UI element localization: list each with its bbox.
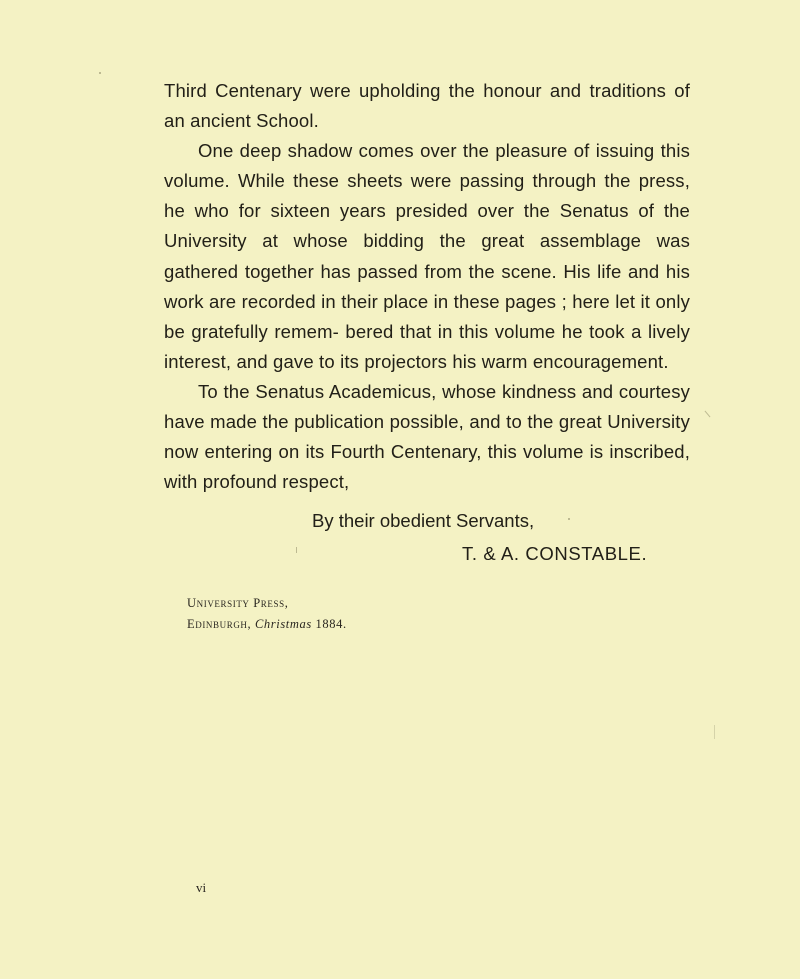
page-number: vi <box>196 880 207 895</box>
signature: T. & A. CONSTABLE. <box>462 543 648 564</box>
paragraph-2: One deep shadow comes over the pleasure of issuing this volume. While these sheets were passing through the press, he who for sixteen years presided over the Senatus of the University at whose bidding the great assemblage was gathered together has passed from the scene. His life and his work are recorded in their place in these pages ; here let it only be gratefully remem- bered that in this volume he took a lively interest, and gave to its projectors his warm encouragement. <box>164 140 690 372</box>
imprint-place-date <box>187 617 347 632</box>
paper-speck <box>705 411 711 418</box>
paragraph-1: Third Centenary were upholding the honour and traditions of an ancient School. <box>164 80 690 132</box>
imprint-season: Christmas <box>255 617 312 631</box>
paper-speck <box>99 72 101 74</box>
closing-line: By their obedient Servants, <box>312 510 535 531</box>
paper-speck <box>714 725 715 739</box>
paper-speck <box>568 518 570 520</box>
paragraph-3: To the Senatus Academicus, whose kindness and courtesy have made the publication possible, and to the great University now entering on its Fourth Centenary, this volume is inscribed, with profound respect, <box>164 380 690 493</box>
imprint-press: University Press, <box>187 596 289 610</box>
imprint-place: Edinburgh, <box>187 617 252 631</box>
body-text <box>164 76 690 497</box>
paper-speck <box>296 547 297 553</box>
imprint-year: 1884. <box>315 617 347 631</box>
